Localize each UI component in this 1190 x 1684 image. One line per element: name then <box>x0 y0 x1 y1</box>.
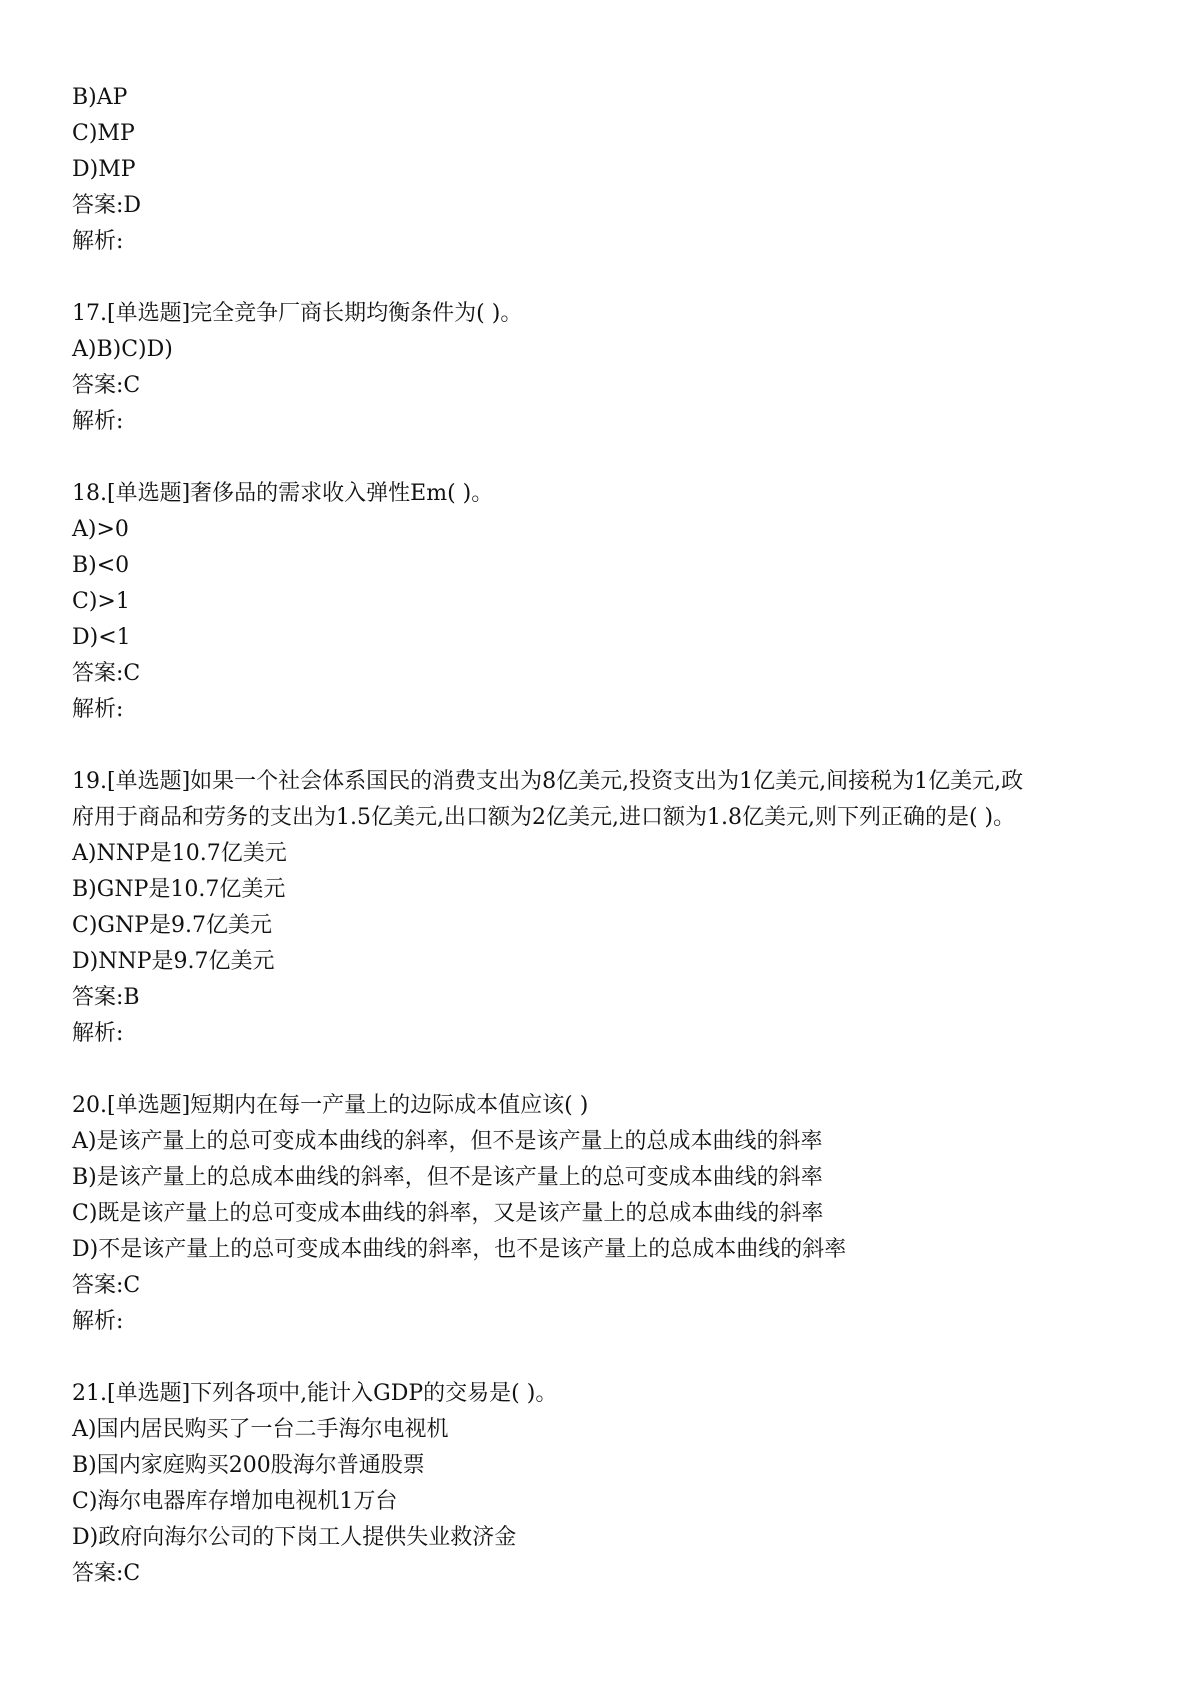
answer: 答案:C <box>72 373 141 398</box>
question-stem: 17.[单选题]完全竞争厂商长期均衡条件为( )。 <box>72 301 523 326</box>
question-20 <box>72 1088 1152 1340</box>
analysis: 解析: <box>72 409 124 434</box>
option-a: A)>0 <box>72 517 129 542</box>
option-a: A)NNP是10.7亿美元 <box>72 841 287 866</box>
question-stem: 20.[单选题]短期内在每一产量上的边际成本值应该( ) <box>72 1093 589 1118</box>
option-c: C)GNP是9.7亿美元 <box>72 913 273 938</box>
option-a: A)是该产量上的总可变成本曲线的斜率，但不是该产量上的总成本曲线的斜率 <box>72 1129 823 1154</box>
spacer <box>72 728 1152 764</box>
analysis: 解析: <box>72 1309 124 1334</box>
option-b: B)是该产量上的总成本曲线的斜率，但不是该产量上的总可变成本曲线的斜率 <box>72 1165 823 1190</box>
option-b: B)<0 <box>72 553 130 578</box>
option-d: D)不是该产量上的总可变成本曲线的斜率，也不是该产量上的总成本曲线的斜率 <box>72 1237 847 1262</box>
spacer <box>72 1052 1152 1088</box>
question-16-continuation <box>72 80 1152 260</box>
question-17 <box>72 296 1152 440</box>
question-18 <box>72 476 1152 728</box>
answer: 答案:C <box>72 661 141 686</box>
question-stem: 21.[单选题]下列各项中,能计入GDP的交易是( )。 <box>72 1381 558 1406</box>
spacer <box>72 440 1152 476</box>
option-d: D)NNP是9.7亿美元 <box>72 949 275 974</box>
analysis: 解析: <box>72 1021 124 1046</box>
option-c: C)>1 <box>72 589 130 614</box>
answer: 答案:C <box>72 1561 141 1586</box>
option-d: D)MP <box>72 157 136 182</box>
option-b: B)GNP是10.7亿美元 <box>72 877 286 902</box>
option-c: C)既是该产量上的总可变成本曲线的斜率，又是该产量上的总成本曲线的斜率 <box>72 1201 824 1226</box>
answer: 答案:C <box>72 1273 141 1298</box>
question-stem: 18.[单选题]奢侈品的需求收入弹性Em( )。 <box>72 481 494 506</box>
question-19 <box>72 764 1152 1052</box>
option-c: C)MP <box>72 121 135 146</box>
option-a: A)国内居民购买了一台二手海尔电视机 <box>72 1417 449 1442</box>
document-page <box>72 80 1152 1592</box>
option-c: C)海尔电器库存增加电视机1万台 <box>72 1489 398 1514</box>
option-b: B)AP <box>72 85 128 110</box>
option-line: A)B)C)D) <box>72 337 173 362</box>
question-stem-line-1: 19.[单选题]如果一个社会体系国民的消费支出为8亿美元,投资支出为1亿美元,间接税为1亿美元,政 <box>72 769 1024 794</box>
question-21 <box>72 1376 1152 1592</box>
option-d: D)<1 <box>72 625 131 650</box>
spacer <box>72 1340 1152 1376</box>
spacer <box>72 260 1152 296</box>
answer: 答案:D <box>72 193 142 218</box>
question-stem-line-2: 府用于商品和劳务的支出为1.5亿美元,出口额为2亿美元,进口额为1.8亿美元,则下列正确的是( )。 <box>72 805 1016 830</box>
analysis: 解析: <box>72 697 124 722</box>
option-b: B)国内家庭购买200股海尔普通股票 <box>72 1453 425 1478</box>
option-d: D)政府向海尔公司的下岗工人提供失业救济金 <box>72 1525 517 1550</box>
answer: 答案:B <box>72 985 140 1010</box>
analysis: 解析: <box>72 229 124 254</box>
